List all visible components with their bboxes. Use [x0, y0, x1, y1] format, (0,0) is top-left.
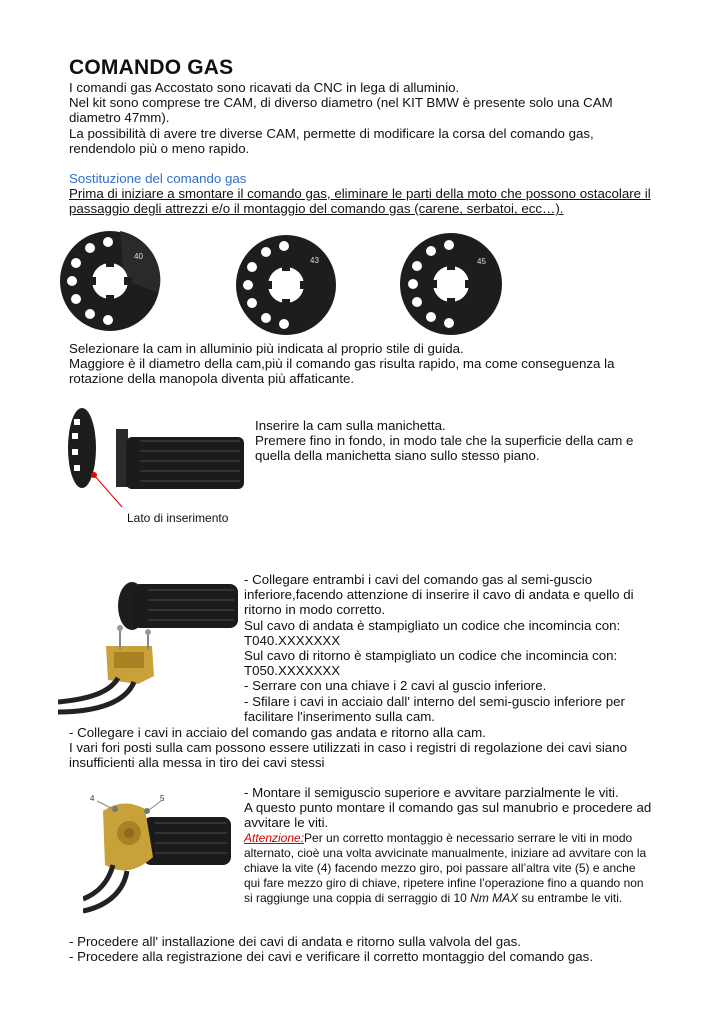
attention-label: Attenzione:	[244, 831, 305, 845]
cables-line: Sul cavo di andata è stampigliato un codice che incomincia con:	[244, 617, 621, 633]
attention-line: chiave la vite (4) facendo mezzo giro, poi passare all’altra vite (5) e anche	[244, 861, 636, 875]
cables-line: - Collegare entrambi i cavi del comando gas al semi-guscio	[244, 572, 593, 587]
mounting-image	[83, 787, 233, 915]
attention-line: qui fare mezzo giro di chiave, ripetere infine l’operazione fino a quando non	[244, 876, 644, 890]
insert-cam-image	[60, 403, 248, 523]
intro-line: La possibilità di avere tre diverse CAM, permette di modificare la corsa del comando gas,	[69, 125, 594, 141]
intro-line: I comandi gas Accostato sono ricavati da CNC in lega di alluminio.	[69, 80, 460, 95]
insert-cam-paragraph	[255, 418, 633, 464]
cam-size-label: 43	[310, 256, 319, 265]
mount-line: A questo punto montare il comando gas sul manubrio e procedere ad	[244, 800, 652, 816]
intro-line: rendendolo più o meno rapido.	[69, 140, 250, 156]
attention-note	[244, 831, 646, 906]
attention-text: Per un corretto montaggio è necessario serrare le viti in modo	[304, 831, 633, 845]
screw-label-5: 5	[160, 794, 165, 803]
intro-line: diametro 47mm).	[69, 110, 170, 126]
attention-text: si raggiunge una coppia di serraggio di 10	[244, 891, 471, 905]
select-line: Maggiore è il diametro della cam,più il comando gas risulta rapido, ma come conseguenza la	[69, 356, 615, 372]
insert-caption: Lato di inserimento	[127, 511, 229, 525]
cables-full-paragraph	[69, 725, 627, 771]
final-line: - Procedere alla registrazione dei cavi e verificare il corretto montaggio del comando gas.	[69, 949, 594, 965]
warning-line: Prima di iniziare a smontare il comando gas, eliminare le parti della moto che possono ostacolare il	[69, 186, 651, 201]
select-line: Selezionare la cam in alluminio più indicata al proprio stile di guida.	[69, 341, 464, 356]
cam-40-image	[57, 228, 163, 334]
select-cam-paragraph	[69, 341, 614, 387]
cam-43-image	[233, 232, 339, 338]
cables-line: - Serrare con una chiave i 2 cavi al guscio inferiore.	[244, 678, 547, 694]
cables-line: - Sfilare i cavi in acciaio dall' interno del semi-guscio inferiore per	[244, 693, 625, 709]
page-title: COMANDO GAS	[69, 56, 234, 79]
cam-size-label: 45	[477, 257, 486, 266]
intro-line: Nel kit sono comprese tre CAM, di diverso diametro (nel KIT BMW è presente solo una CAM	[69, 95, 613, 111]
cables-full-line: insufficienti alla messa in tiro dei cavi stessi	[69, 755, 325, 771]
cables-line: Sul cavo di ritorno è stampigliato un codice che incomincia con:	[244, 648, 618, 664]
attention-text: su entrambe le viti.	[518, 891, 623, 905]
cables-line: T040.XXXXXXX	[244, 632, 341, 648]
mount-paragraph	[244, 785, 651, 831]
insert-line: quella della manichetta siano sullo stesso piano.	[255, 448, 540, 464]
attention-line	[244, 891, 646, 906]
intro-paragraph	[69, 80, 613, 156]
insert-line: Inserire la cam sulla manichetta.	[255, 418, 446, 433]
attention-line	[244, 831, 646, 846]
torque-value: Nm MAX	[470, 891, 519, 905]
final-paragraph	[69, 934, 593, 964]
cables-paragraph	[244, 572, 634, 724]
cables-full-line: - Collegare i cavi in acciaio del comando gas andata e ritorno alla cam.	[69, 725, 486, 740]
cables-line: inferiore,facendo attenzione di inserire il cavo di andata e quello di	[244, 587, 634, 603]
cables-full-line: I vari fori posti sulla cam possono essere utilizzati in caso i registri di regolazione dei cavi siano	[69, 740, 627, 756]
screw-label-4: 4	[90, 794, 95, 803]
select-line: rotazione della manopola diventa più affaticante.	[69, 371, 355, 387]
mount-line: - Montare il semiguscio superiore e avvitare parzialmente le viti.	[244, 785, 619, 800]
cam-45-image	[398, 231, 504, 337]
insert-line: Premere fino in fondo, in modo tale che la superficie della cam e	[255, 433, 634, 449]
cables-line: T050.XXXXXXX	[244, 663, 341, 679]
mount-line: avvitare le viti.	[244, 815, 329, 831]
section-title: Sostituzione del comando gas	[69, 171, 247, 186]
cables-line: facilitare l'inserimento sulla cam.	[244, 708, 435, 724]
cam-size-label: 40	[134, 252, 143, 261]
attention-line: alternato, cioè una volta avvicinate manualmente, iniziare ad avvitare con la	[244, 846, 647, 860]
cables-line: ritorno in modo corretto.	[244, 602, 386, 618]
final-line: - Procedere all' installazione dei cavi di andata e ritorno sulla valvola del gas.	[69, 934, 521, 949]
warning-line: passaggio degli attrezzi e/o il montaggio del comando gas (carene, serbatoi, ecc…).	[69, 201, 564, 217]
cable-assembly-image	[58, 566, 240, 716]
warning-paragraph	[69, 186, 651, 216]
